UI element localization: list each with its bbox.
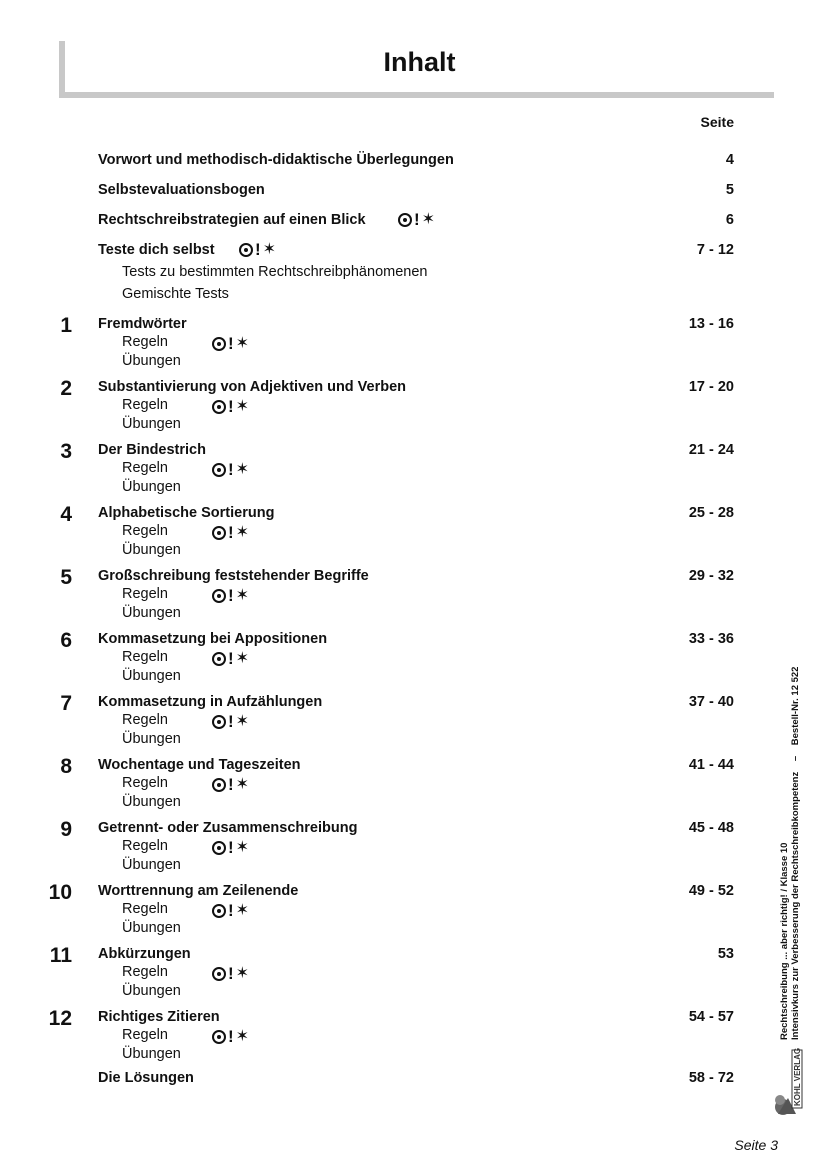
icon-group bbox=[212, 461, 249, 478]
solutions-title: Die Lösungen bbox=[98, 1070, 194, 1086]
star-icon: ✶ bbox=[235, 460, 250, 478]
chapter-number: 3 bbox=[60, 440, 72, 463]
toc-entry-title: Rechtschreibstrategien auf einen Blick bbox=[98, 212, 366, 228]
toc-entry-pages: 4 bbox=[725, 152, 734, 168]
icon-group bbox=[212, 398, 249, 415]
chapter-entry[interactable] bbox=[0, 505, 827, 525]
target-icon bbox=[212, 652, 226, 666]
target-icon bbox=[212, 589, 226, 603]
side-subtitle: Intensivkurs zur Verbesserung der Rechtschreibkompetenz bbox=[790, 771, 801, 1040]
chapter-number: 6 bbox=[60, 629, 72, 652]
star-icon: ✶ bbox=[235, 838, 250, 856]
chapter-pages: 41 - 44 bbox=[688, 757, 734, 773]
chapter-number: 2 bbox=[60, 377, 72, 400]
chapter-entry[interactable] bbox=[0, 946, 827, 966]
toc-entry-title: Selbstevaluationsbogen bbox=[98, 182, 265, 198]
icon-group bbox=[212, 335, 249, 352]
toc-entry-pages: 7 - 12 bbox=[696, 242, 734, 258]
toc-entry[interactable] bbox=[0, 152, 827, 172]
chapter-number: 1 bbox=[60, 314, 72, 337]
exclamation-icon: ! bbox=[228, 334, 234, 353]
star-icon: ✶ bbox=[235, 523, 250, 541]
chapter-number: 9 bbox=[60, 818, 72, 841]
target-icon bbox=[212, 463, 226, 477]
target-icon bbox=[212, 967, 226, 981]
title-bar bbox=[59, 41, 774, 98]
chapter-pages: 45 - 48 bbox=[688, 820, 734, 836]
toc-entry-pages: 6 bbox=[725, 212, 734, 228]
target-icon bbox=[398, 213, 412, 227]
toc-subentry[interactable]: Gemischte Tests bbox=[122, 286, 229, 302]
chapter-pages: 29 - 32 bbox=[688, 568, 734, 584]
chapter-pages: 49 - 52 bbox=[688, 883, 734, 899]
toc-entry[interactable] bbox=[0, 212, 827, 232]
page-footer: Seite 3 bbox=[734, 1137, 778, 1153]
star-icon: ✶ bbox=[235, 397, 250, 415]
side-imprint bbox=[779, 667, 801, 1040]
chapter-title: Großschreibung feststehender Begriffe bbox=[98, 568, 369, 584]
target-icon bbox=[239, 243, 253, 257]
icon-group bbox=[212, 524, 249, 541]
chapter-number: 7 bbox=[60, 692, 72, 715]
target-icon bbox=[212, 778, 226, 792]
exclamation-icon: ! bbox=[228, 901, 234, 920]
chapter-entry[interactable] bbox=[0, 820, 827, 840]
chapter-pages: 53 bbox=[717, 946, 734, 962]
target-icon bbox=[212, 400, 226, 414]
chapter-number: 8 bbox=[60, 755, 72, 778]
chapter-title: Wochentage und Tageszeiten bbox=[98, 757, 301, 773]
chapter-subentry-uebungen[interactable]: Übungen bbox=[122, 479, 181, 495]
publisher-logo bbox=[774, 1048, 804, 1116]
chapter-subentry-uebungen[interactable]: Übungen bbox=[122, 920, 181, 936]
star-icon: ✶ bbox=[235, 712, 250, 730]
exclamation-icon: ! bbox=[228, 586, 234, 605]
chapter-number: 11 bbox=[49, 944, 72, 967]
chapter-subentry-uebungen[interactable]: Übungen bbox=[122, 731, 181, 747]
chapter-subentry-uebungen[interactable]: Übungen bbox=[122, 605, 181, 621]
chapter-title: Kommasetzung bei Appositionen bbox=[98, 631, 328, 647]
target-icon bbox=[212, 715, 226, 729]
chapter-title: Richtiges Zitieren bbox=[98, 1009, 220, 1025]
chapter-pages: 13 - 16 bbox=[688, 316, 734, 332]
page-title: Inhalt bbox=[383, 47, 456, 77]
chapter-title: Der Bindestrich bbox=[98, 442, 206, 458]
chapter-entry[interactable] bbox=[0, 316, 827, 336]
chapter-subentry-regeln[interactable]: Regeln bbox=[122, 964, 168, 980]
toc-entry-pages: 5 bbox=[725, 182, 734, 198]
icon-group bbox=[398, 211, 435, 228]
chapter-subentry-regeln[interactable]: Regeln bbox=[122, 775, 168, 791]
exclamation-icon: ! bbox=[228, 523, 234, 542]
chapter-subentry-regeln[interactable]: Regeln bbox=[122, 586, 168, 602]
chapter-pages: 21 - 24 bbox=[688, 442, 734, 458]
chapter-entry[interactable] bbox=[0, 757, 827, 777]
chapter-entry[interactable] bbox=[0, 694, 827, 714]
exclamation-icon: ! bbox=[228, 964, 234, 983]
chapter-entry[interactable] bbox=[0, 883, 827, 903]
exclamation-icon: ! bbox=[228, 775, 234, 794]
chapter-subentry-uebungen[interactable]: Übungen bbox=[122, 1046, 181, 1062]
chapter-number: 4 bbox=[60, 503, 72, 526]
side-order-number: Bestell-Nr. 12 522 bbox=[790, 666, 801, 746]
seite-column-header: Seite bbox=[700, 114, 734, 130]
chapter-subentry-regeln[interactable]: Regeln bbox=[122, 460, 168, 476]
chapter-entry[interactable] bbox=[0, 379, 827, 399]
chapter-pages: 17 - 20 bbox=[688, 379, 734, 395]
icon-group bbox=[212, 902, 249, 919]
exclamation-icon: ! bbox=[228, 460, 234, 479]
star-icon: ✶ bbox=[235, 775, 250, 793]
exclamation-icon: ! bbox=[228, 1027, 234, 1046]
chapter-subentry-uebungen[interactable]: Übungen bbox=[122, 794, 181, 810]
chapter-pages: 25 - 28 bbox=[688, 505, 734, 521]
target-icon bbox=[212, 904, 226, 918]
chapter-subentry-uebungen[interactable]: Übungen bbox=[122, 353, 181, 369]
exclamation-icon: ! bbox=[228, 397, 234, 416]
icon-group bbox=[212, 587, 249, 604]
chapter-entry[interactable] bbox=[0, 631, 827, 651]
chapter-subentry-regeln[interactable]: Regeln bbox=[122, 523, 168, 539]
chapter-pages: 33 - 36 bbox=[688, 631, 734, 647]
icon-group bbox=[212, 965, 249, 982]
chapter-subentry-uebungen[interactable]: Übungen bbox=[122, 416, 181, 432]
side-series-title: Rechtschreibung ... aber richtig! / Klasse 10 bbox=[779, 842, 790, 1040]
chapter-title: Alphabetische Sortierung bbox=[98, 505, 275, 521]
target-icon bbox=[212, 841, 226, 855]
chapter-subentry-regeln[interactable]: Regeln bbox=[122, 649, 168, 665]
toc-subentry[interactable]: Tests zu bestimmten Rechtschreibphänomenen bbox=[122, 264, 428, 280]
exclamation-icon: ! bbox=[414, 210, 420, 229]
exclamation-icon: ! bbox=[255, 240, 261, 259]
chapter-subentry-regeln[interactable]: Regeln bbox=[122, 838, 168, 854]
chapter-number: 5 bbox=[60, 566, 72, 589]
toc-entry-title: Teste dich selbst bbox=[98, 242, 215, 258]
side-separator: – bbox=[790, 755, 801, 762]
chapter-number: 10 bbox=[48, 881, 72, 904]
chapter-subentry-uebungen[interactable]: Übungen bbox=[122, 983, 181, 999]
icon-group bbox=[212, 650, 249, 667]
solutions-entry[interactable] bbox=[0, 1070, 827, 1090]
chapter-title: Worttrennung am Zeilenende bbox=[98, 883, 299, 899]
chapter-pages: 54 - 57 bbox=[688, 1009, 734, 1025]
toc-entry[interactable] bbox=[0, 242, 827, 262]
chapter-subentry-regeln[interactable]: Regeln bbox=[122, 901, 168, 917]
chapter-entry[interactable] bbox=[0, 442, 827, 462]
solutions-pages: 58 - 72 bbox=[688, 1070, 734, 1086]
chapter-title: Kommasetzung in Aufzählungen bbox=[98, 694, 323, 710]
exclamation-icon: ! bbox=[228, 838, 234, 857]
publisher-name: KOHL VERLAG bbox=[793, 1048, 802, 1106]
star-icon: ✶ bbox=[235, 586, 250, 604]
exclamation-icon: ! bbox=[228, 649, 234, 668]
chapter-title: Fremdwörter bbox=[98, 316, 187, 332]
chapter-title: Getrennt- oder Zusammenschreibung bbox=[98, 820, 358, 836]
icon-group bbox=[212, 839, 249, 856]
toc-entry-title: Vorwort und methodisch-didaktische Überlegungen bbox=[98, 152, 454, 168]
target-icon bbox=[212, 337, 226, 351]
chapter-pages: 37 - 40 bbox=[688, 694, 734, 710]
chapter-subentry-uebungen[interactable]: Übungen bbox=[122, 857, 181, 873]
star-icon: ✶ bbox=[235, 334, 250, 352]
chapter-entry[interactable] bbox=[0, 1009, 827, 1029]
icon-group bbox=[212, 1028, 249, 1045]
target-icon bbox=[212, 1030, 226, 1044]
exclamation-icon: ! bbox=[228, 712, 234, 731]
star-icon: ✶ bbox=[235, 1027, 250, 1045]
icon-group bbox=[239, 241, 276, 258]
chapter-subentry-regeln[interactable]: Regeln bbox=[122, 1027, 168, 1043]
icon-group bbox=[212, 713, 249, 730]
chapter-subentry-uebungen[interactable]: Übungen bbox=[122, 542, 181, 558]
star-icon: ✶ bbox=[262, 240, 277, 258]
chapter-subentry-regeln[interactable]: Regeln bbox=[122, 712, 168, 728]
star-icon: ✶ bbox=[235, 649, 250, 667]
chapter-title: Substantivierung von Adjektiven und Verben bbox=[98, 379, 407, 395]
chapter-subentry-regeln[interactable]: Regeln bbox=[122, 397, 168, 413]
icon-group bbox=[212, 776, 249, 793]
chapter-entry[interactable] bbox=[0, 568, 827, 588]
chapter-subentry-regeln[interactable]: Regeln bbox=[122, 334, 168, 350]
toc-entry[interactable] bbox=[0, 182, 827, 202]
chapter-subentry-uebungen[interactable]: Übungen bbox=[122, 668, 181, 684]
chapter-number: 12 bbox=[48, 1007, 72, 1030]
star-icon: ✶ bbox=[421, 210, 436, 228]
star-icon: ✶ bbox=[235, 901, 250, 919]
target-icon bbox=[212, 526, 226, 540]
chapter-title: Abkürzungen bbox=[98, 946, 191, 962]
star-icon: ✶ bbox=[235, 964, 250, 982]
